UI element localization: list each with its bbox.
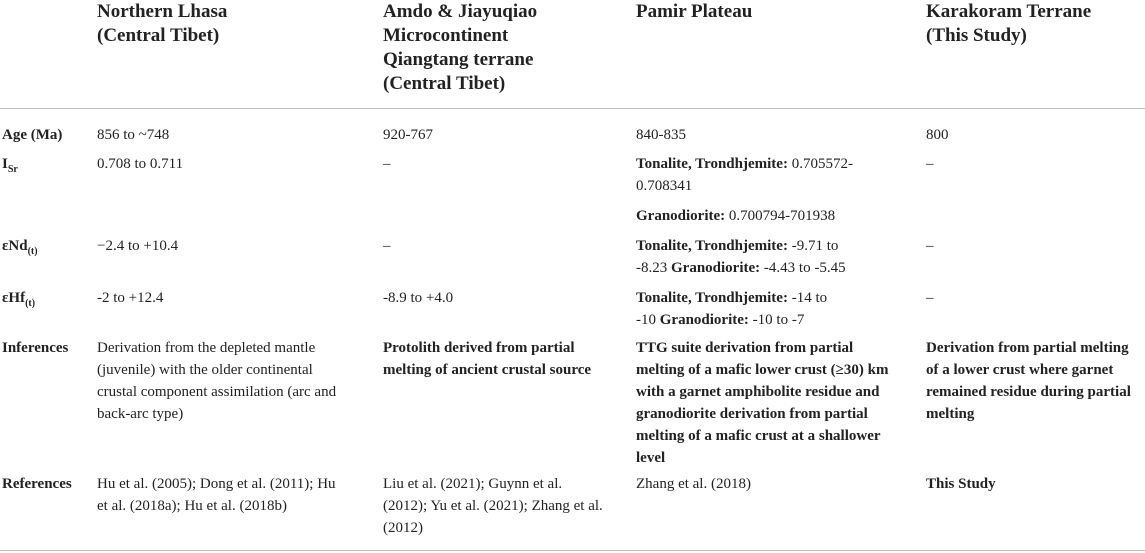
header-line: Microcontinent: [383, 25, 509, 46]
lithology-label: Granodiorite:: [636, 208, 726, 224]
isr-granodiorite-value: 0.700794-701938: [728, 208, 836, 224]
inferences-amdo: [383, 337, 591, 381]
row-label-ehf: [2, 287, 35, 311]
label-subscript: Sr: [7, 164, 18, 175]
header-rule: [0, 108, 1145, 109]
header-line: Pamir Plateau: [636, 1, 753, 22]
text-line: remained residue during partial: [926, 384, 1131, 400]
text-line: Liu et al. (2021); Guynn et al.: [383, 476, 563, 492]
age-amdo: 920-767: [383, 127, 433, 143]
lithology-label: Tonalite, Trondhjemite:: [636, 238, 788, 254]
row-label-inferences: Inferences: [2, 340, 69, 356]
text-line: of a lower crust where garnet: [926, 362, 1114, 378]
label-main: εHf: [2, 290, 26, 306]
label-main: I: [2, 156, 8, 172]
references-lhasa: [97, 473, 336, 517]
ehf-value-line1: -14 to: [791, 290, 828, 306]
header-line: (This Study): [926, 25, 1027, 46]
end-granodiorite-value: -4.43 to -5.45: [763, 260, 846, 276]
age-karakoram: 800: [926, 127, 949, 143]
text-line: Hu et al. (2005); Dong et al. (2011); Hu: [97, 476, 336, 492]
isr-pamir-granodiorite: [636, 205, 835, 227]
end-pamir: [636, 235, 846, 279]
header-pamir-plateau: [636, 0, 752, 24]
inferences-lhasa: [97, 337, 336, 425]
isr-lhasa: 0.708 to 0.711: [97, 156, 184, 172]
text-line: (2012); Yu et al. (2021); Zhang et al.: [383, 498, 603, 514]
lithology-label: Granodiorite:: [671, 260, 761, 276]
isr-pamir-ttg: [636, 153, 853, 197]
text-line: This Study: [926, 476, 996, 492]
text-line: Derivation from partial melting: [926, 340, 1129, 356]
text-line: back-arc type): [97, 406, 184, 422]
text-line: TTG suite derivation from partial: [636, 340, 854, 356]
references-pamir: [636, 473, 751, 495]
ehf-value-line2: -10: [636, 312, 656, 328]
row-label-age: Age (Ma): [2, 127, 63, 143]
text-line: melting of a mafic crust at a shallower: [636, 428, 881, 444]
header-line: Northern Lhasa: [97, 1, 228, 22]
ehf-pamir: [636, 287, 827, 331]
end-amdo: –: [383, 238, 391, 254]
header-line: Amdo & Jiayuqiao: [383, 1, 538, 22]
ehf-amdo: -8.9 to +4.0: [383, 290, 454, 306]
end-karakoram: –: [926, 238, 934, 254]
row-label-isr: [2, 153, 18, 177]
bottom-rule: [0, 550, 1145, 551]
references-karakoram: [926, 473, 996, 495]
text-line: crustal component assimilation (arc and: [97, 384, 337, 400]
text-line: (juvenile) with the older continental: [97, 362, 313, 378]
header-line: (Central Tibet): [383, 73, 506, 94]
inferences-karakoram: [926, 337, 1131, 425]
isr-value-line2: 0.708341: [636, 178, 693, 194]
age-lhasa: 856 to ~748: [97, 127, 170, 143]
isr-value-line1: 0.705572-: [791, 156, 853, 172]
end-lhasa: −2.4 to +10.4: [97, 238, 179, 254]
end-value-line1: -9.71 to: [791, 238, 839, 254]
text-line: melting of ancient crustal source: [383, 362, 592, 378]
lithology-label: Tonalite, Trondhjemite:: [636, 290, 788, 306]
header-karakoram-terrane: [926, 0, 1091, 48]
text-line: Protolith derived from partial: [383, 340, 575, 356]
label-main: εNd: [2, 238, 28, 254]
ehf-karakoram: –: [926, 290, 934, 306]
label-subscript: (t): [25, 298, 36, 309]
text-line: melting of a mafic lower crust (≥30) km: [636, 362, 889, 378]
ehf-lhasa: -2 to +12.4: [97, 290, 164, 306]
lithology-label: Granodiorite:: [659, 312, 749, 328]
isr-amdo: –: [383, 156, 391, 172]
header-amdo-jiayuqiao: [383, 0, 537, 96]
ehf-granodiorite-value: -10 to -7: [752, 312, 805, 328]
inferences-pamir: [636, 337, 888, 469]
header-line: Karakoram Terrane: [926, 1, 1092, 22]
text-line: (2012): [383, 520, 423, 536]
text-line: Derivation from the depleted mantle: [97, 340, 316, 356]
text-line: with a garnet amphibolite residue and: [636, 384, 880, 400]
text-line: et al. (2018a); Hu et al. (2018b): [97, 498, 287, 514]
end-value-line2: -8.23: [636, 260, 668, 276]
header-northern-lhasa: [97, 0, 227, 48]
text-line: melting: [926, 406, 975, 422]
row-label-references: References: [2, 476, 72, 492]
references-amdo: [383, 473, 603, 539]
text-line: level: [636, 450, 666, 466]
header-line: (Central Tibet): [97, 25, 220, 46]
age-pamir: 840-835: [636, 127, 686, 143]
text-line: Zhang et al. (2018): [636, 476, 751, 492]
lithology-label: Tonalite, Trondhjemite:: [636, 156, 788, 172]
isr-karakoram: –: [926, 156, 934, 172]
label-subscript: (t): [27, 246, 38, 257]
text-line: granodiorite derivation from partial: [636, 406, 868, 422]
header-line: Qiangtang terrane: [383, 49, 534, 70]
row-label-end: [2, 235, 38, 259]
